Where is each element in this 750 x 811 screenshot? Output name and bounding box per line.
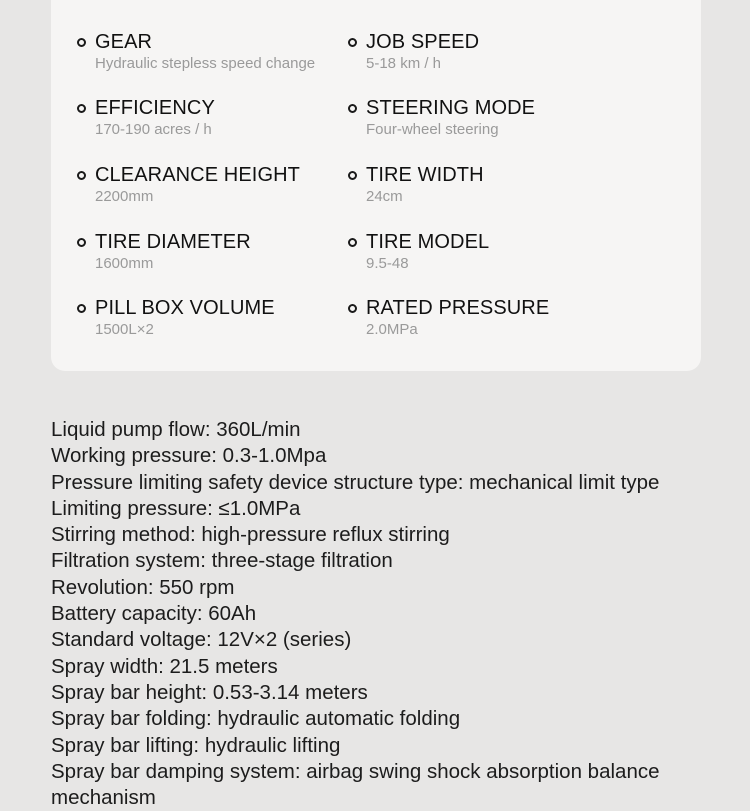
- bullet-icon: [348, 171, 357, 180]
- spec-label: CLEARANCE HEIGHT: [95, 164, 300, 186]
- bullet-icon: [77, 304, 86, 313]
- param-stirring-method: Stirring method: high-pressure reflux stirring: [51, 523, 450, 547]
- spec-label: STEERING MODE: [366, 97, 536, 119]
- spec-label: GEAR: [95, 31, 153, 53]
- spec-value: 5-18 km / h: [366, 55, 442, 72]
- spec-label: TIRE MODEL: [366, 231, 490, 253]
- spec-label: TIRE DIAMETER: [95, 231, 251, 253]
- param-spray-bar-damping: Spray bar damping system: airbag swing shock absorption balance mechanism: [51, 759, 660, 810]
- param-battery-capacity: Battery capacity: 60Ah: [51, 602, 257, 626]
- spec-label: PILL BOX VOLUME: [95, 297, 275, 319]
- bullet-icon: [77, 38, 86, 47]
- param-limiting-pressure: Limiting pressure: ≤1.0MPa: [51, 496, 301, 520]
- bullet-icon: [348, 38, 357, 47]
- spec-value: 2.0MPa: [366, 321, 418, 338]
- bullet-icon: [348, 304, 357, 313]
- spec-label: RATED PRESSURE: [366, 297, 550, 319]
- bullet-icon: [77, 238, 86, 247]
- spec-label: TIRE WIDTH: [366, 164, 484, 186]
- spec-value: 1500L×2: [95, 321, 154, 338]
- param-working-pressure: Working pressure: 0.3-1.0Mpa: [51, 444, 327, 468]
- bullet-icon: [348, 104, 357, 113]
- spec-card: [51, 0, 701, 371]
- spec-value: 170-190 acres / h: [95, 121, 212, 138]
- param-pressure-limiting-device: Pressure limiting safety device structure type: mechanical limit type: [51, 470, 660, 494]
- spec-value: 1600mm: [95, 255, 154, 272]
- bullet-icon: [77, 171, 86, 180]
- param-filtration-system: Filtration system: three-stage filtration: [51, 549, 393, 573]
- param-spray-width: Spray width: 21.5 meters: [51, 654, 278, 678]
- spec-value: Four-wheel steering: [366, 121, 499, 138]
- bullet-icon: [77, 104, 86, 113]
- parameter-list: [51, 417, 711, 811]
- param-spray-bar-folding: Spray bar folding: hydraulic automatic folding: [51, 707, 461, 731]
- bullet-icon: [348, 238, 357, 247]
- spec-value: 9.5-48: [366, 255, 409, 272]
- spec-label: JOB SPEED: [366, 31, 480, 53]
- param-spray-bar-lifting: Spray bar lifting: hydraulic lifting: [51, 733, 341, 757]
- spec-value: Hydraulic stepless speed change: [95, 55, 316, 72]
- param-standard-voltage: Standard voltage: 12V×2 (series): [51, 628, 352, 652]
- spec-value: 24cm: [366, 188, 403, 205]
- spec-label: EFFICIENCY: [95, 97, 215, 119]
- param-liquid-pump-flow: Liquid pump flow: 360L/min: [51, 418, 301, 441]
- spec-value: 2200mm: [95, 188, 154, 205]
- param-revolution: Revolution: 550 rpm: [51, 575, 235, 599]
- param-spray-bar-height: Spray bar height: 0.53-3.14 meters: [51, 680, 368, 704]
